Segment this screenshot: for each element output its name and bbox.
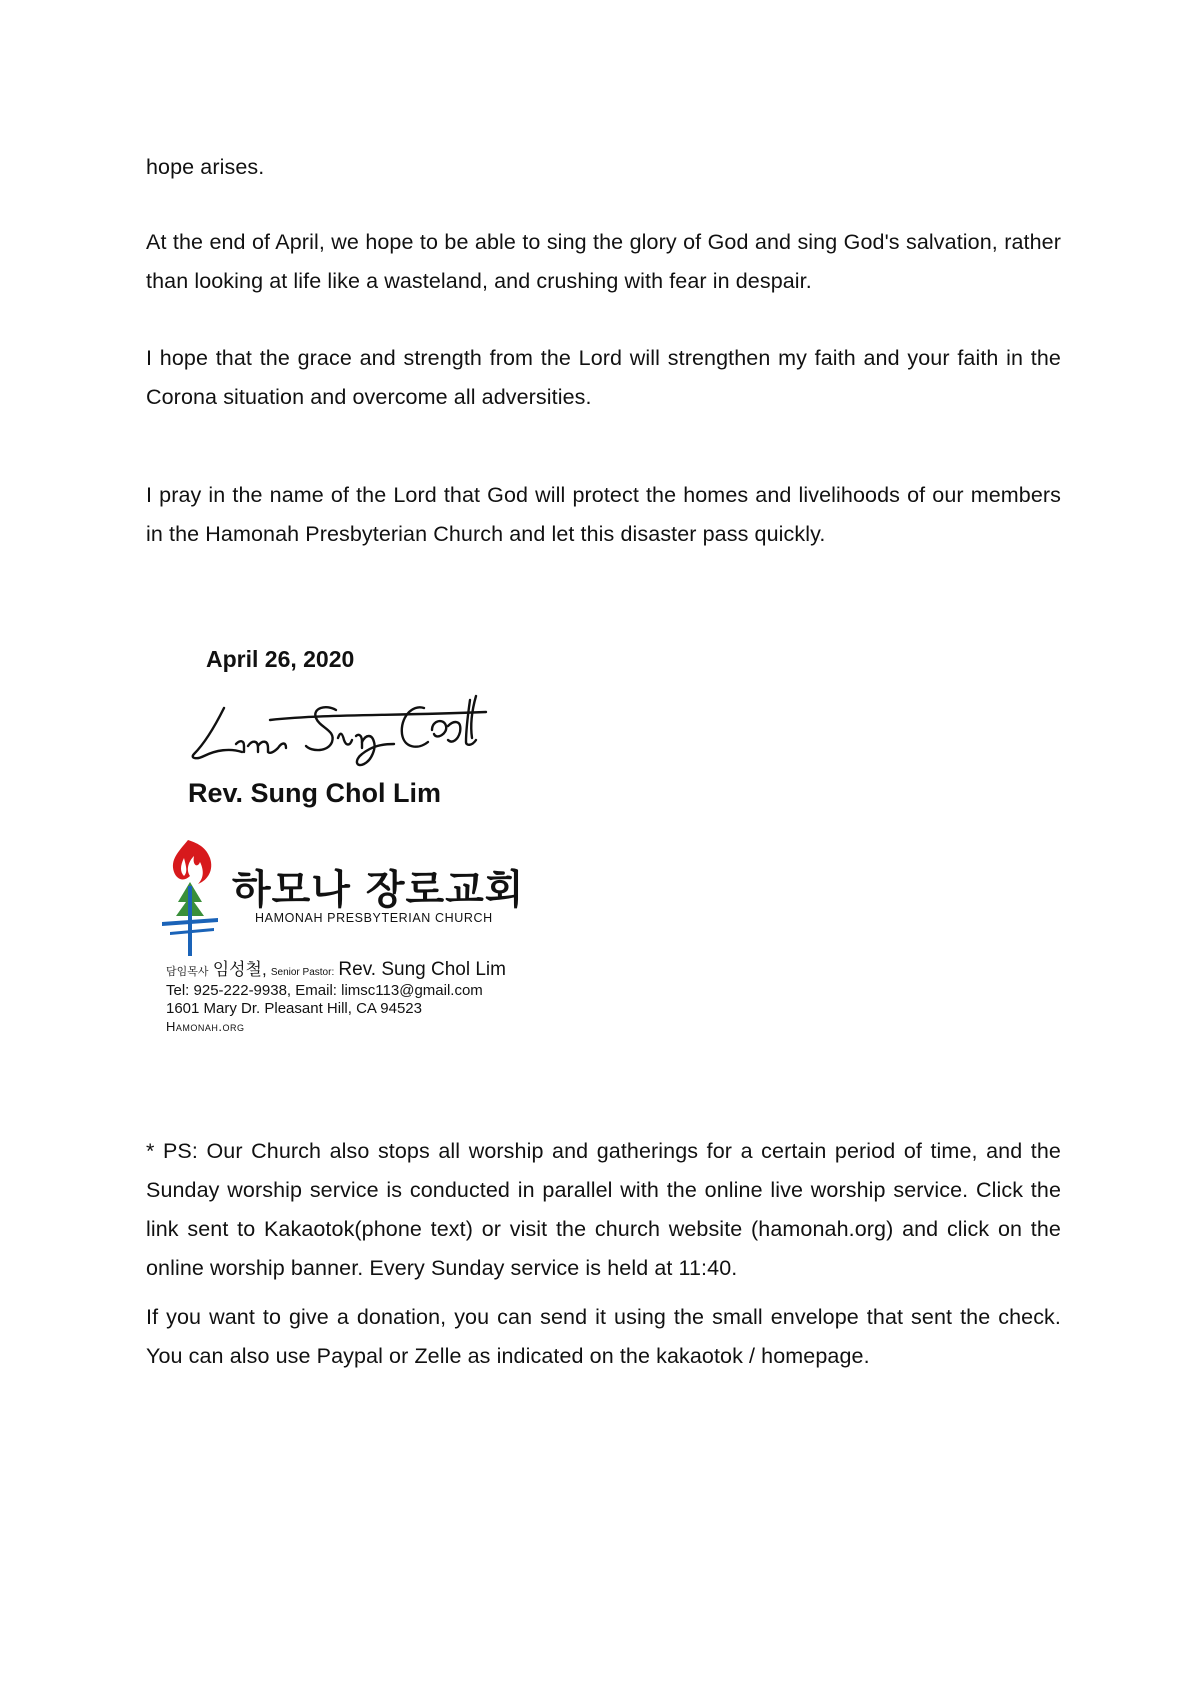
tel-value: 925-222-9938,: [193, 982, 292, 999]
letter-date: April 26, 2020: [206, 646, 355, 672]
church-logo-icon: [160, 838, 240, 956]
letter-paragraph-4: I pray in the name of the Lord that God will protect the homes and livelihoods of our members in the Hamonah Presbyterian Church and let this disaster pass quickly.: [146, 483, 1061, 546]
church-name-korean: 하모나 장로교회: [232, 867, 525, 913]
email-label: Email:: [295, 982, 337, 999]
tel-label: Tel:: [166, 982, 190, 999]
handwritten-signature: [186, 690, 516, 768]
pastor-name-korean: 임성철,: [212, 960, 267, 979]
pastor-title-english: Senior Pastor:: [270, 967, 335, 978]
email-value: limsc113@gmail.com: [341, 982, 483, 999]
letter-paragraph-1: hope arises.: [146, 155, 265, 179]
ps-paragraph-1: * PS: Our Church also stops all worship and gatherings for a certain period of time, and the Sunday worship service is conducted in parallel with the online live worship service. Click the link sent to Kakaotok(phone text) or visit the church website (hamonah.org) and click on the online worship banner. Every Sunday service is held at 11:40.: [146, 1139, 1061, 1280]
website-line: Hamonah.org: [166, 1019, 245, 1034]
signer-name: Rev. Sung Chol Lim: [188, 778, 442, 808]
church-logo-block: [160, 838, 540, 1048]
phone-email-line: [166, 982, 506, 1000]
church-name-english: HAMONAH PRESBYTERIAN CHURCH: [255, 911, 493, 925]
ps-paragraph-2: If you want to give a donation, you can send it using the small envelope that sent the check. You can also use Paypal or Zelle as indicated on the kakaotok / homepage.: [146, 1305, 1061, 1368]
letter-paragraph-3: I hope that the grace and strength from the Lord will strengthen my faith and your faith in the Corona situation and overcome all adversities.: [146, 346, 1061, 409]
address-line: 1601 Mary Dr. Pleasant Hill, CA 94523: [166, 1000, 422, 1017]
pastor-title-korean: 담임목사: [166, 966, 209, 978]
letter-paragraph-2: At the end of April, we hope to be able to sing the glory of God and sing God's salvation, rather than looking at life like a wasteland, and crushing with fear in despair.: [146, 230, 1061, 293]
church-contact-info: [166, 961, 506, 1036]
pastor-name-english: Rev. Sung Chol Lim: [338, 959, 506, 980]
pastor-line: [166, 961, 506, 982]
